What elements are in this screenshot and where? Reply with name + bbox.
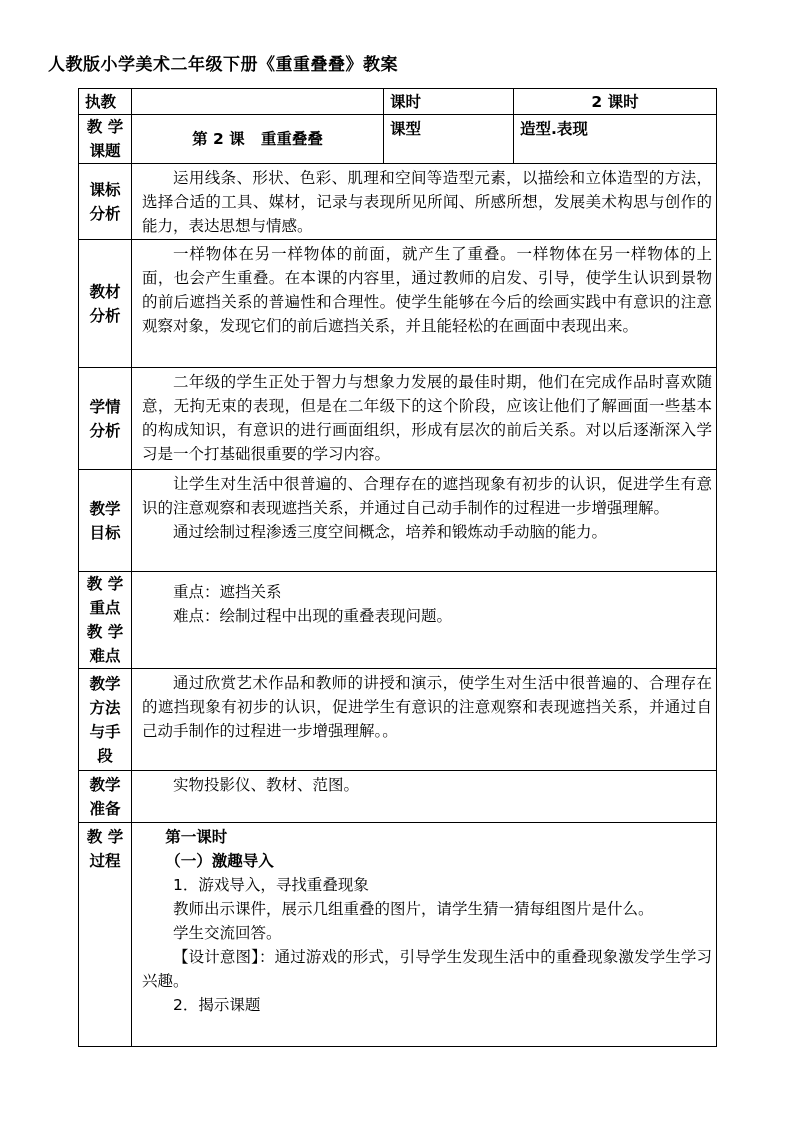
section-label: 教学 目标 [79,470,132,572]
section-paragraph: 一样物体在另一样物体的前面，就产生了重叠。一样物体在另一样物体的上面，也会产生重叠。在本课的内容里，通过教师的启发、引导，使学生认识到景物的前后遮挡关系的普遍性和合理性。使学生能够在今后的绘画实践中有意识的注意观察对象，发现它们的前后遮挡关系，并且能轻松的在画面中表现出来。 [142,245,712,335]
topic-row [79,115,717,164]
process-line: 教师出示课件，展示几组重叠的图片，请学生猜一猜每组图片是什么。 [173,900,654,918]
section-content [132,164,717,240]
section-label: 教材 分析 [79,240,132,368]
section-content [132,572,717,669]
teacher-label: 执教 [79,89,132,115]
section-label: 教学 方法 与手 段 [79,669,132,771]
header-row [79,89,717,115]
section-row [79,669,717,771]
process-line: 学生交流回答。 [173,924,282,942]
section-label: 课标 分析 [79,164,132,240]
section-label: 教 学 重点 教 学 难点 [79,572,132,669]
lesson-plan-table [78,88,717,1047]
document-title: 人教版小学美术二年级下册《重重叠叠》教案 [48,55,398,75]
topic-label: 教 学 课题 [79,115,132,164]
teacher-value [132,89,384,115]
process-content [132,823,717,1047]
process-line: 第一课时 [165,828,228,846]
section-content [132,240,717,368]
section-paragraph: 二年级的学生正处于智力与想象力发展的最佳时期，他们在完成作品时喜欢随意，无拘无束的表现，但是在二年级下的这个阶段，应该让他们了解画面一些基本的构成知识，有意识的进行画面组织，形成有层次的前后关系。对以后逐渐深入学习是一个打基础很重要的学习内容。 [142,373,712,463]
section-paragraph: 实物投影仪、教材、范图。 [173,776,360,794]
section-content [132,368,717,470]
section-content [132,669,717,771]
section-row [79,368,717,470]
section-paragraph: 难点：绘制过程中出现的重叠表现问题。 [173,607,453,625]
section-paragraph: 让学生对生活中很普遍的、合理存在的遮挡现象有初步的认识，促进学生有意识的注意观察和表现遮挡关系，并通过自己动手制作的过程进一步增强理解。 [142,475,712,517]
type-value: 造型.表现 [514,115,717,164]
section-row [79,572,717,669]
type-label: 课型 [384,115,514,164]
process-row [79,823,717,1047]
process-line: 1．游戏导入，寻找重叠现象 [173,876,369,894]
section-row [79,240,717,368]
hours-value: 2 课时 [514,89,717,115]
section-row [79,164,717,240]
section-content [132,470,717,572]
hours-label: 课时 [384,89,514,115]
section-row [79,771,717,823]
section-label: 教学 准备 [79,771,132,823]
lesson-title: 第 2 课 重重叠叠 [132,115,384,164]
section-label: 学情 分析 [79,368,132,470]
section-paragraph: 重点：遮挡关系 [173,583,282,601]
section-paragraph: 运用线条、形状、色彩、肌理和空间等造型元素，以描绘和立体造型的方法，选择合适的工具、媒材，记录与表现所见所闻、所感所想，发展美术构思与创作的能力，表达思想与情感。 [142,169,712,235]
process-label: 教 学 过程 [79,823,132,1047]
process-line: 2．揭示课题 [173,996,261,1014]
section-content [132,771,717,823]
section-paragraph: 通过欣赏艺术作品和教师的讲授和演示，使学生对生活中很普遍的、合理存在的遮挡现象有初步的认识，促进学生有意识的注意观察和表现遮挡关系，并通过自己动手制作的过程进一步增强理解。。 [142,674,712,740]
section-paragraph: 通过绘制过程渗透三度空间概念，培养和锻炼动手动脑的能力。 [173,523,608,541]
section-row [79,470,717,572]
process-line: 【设计意图】：通过游戏的形式，引导学生发现生活中的重叠现象激发学生学习兴趣。 [142,948,712,990]
process-line: （一）激趣导入 [165,852,274,870]
